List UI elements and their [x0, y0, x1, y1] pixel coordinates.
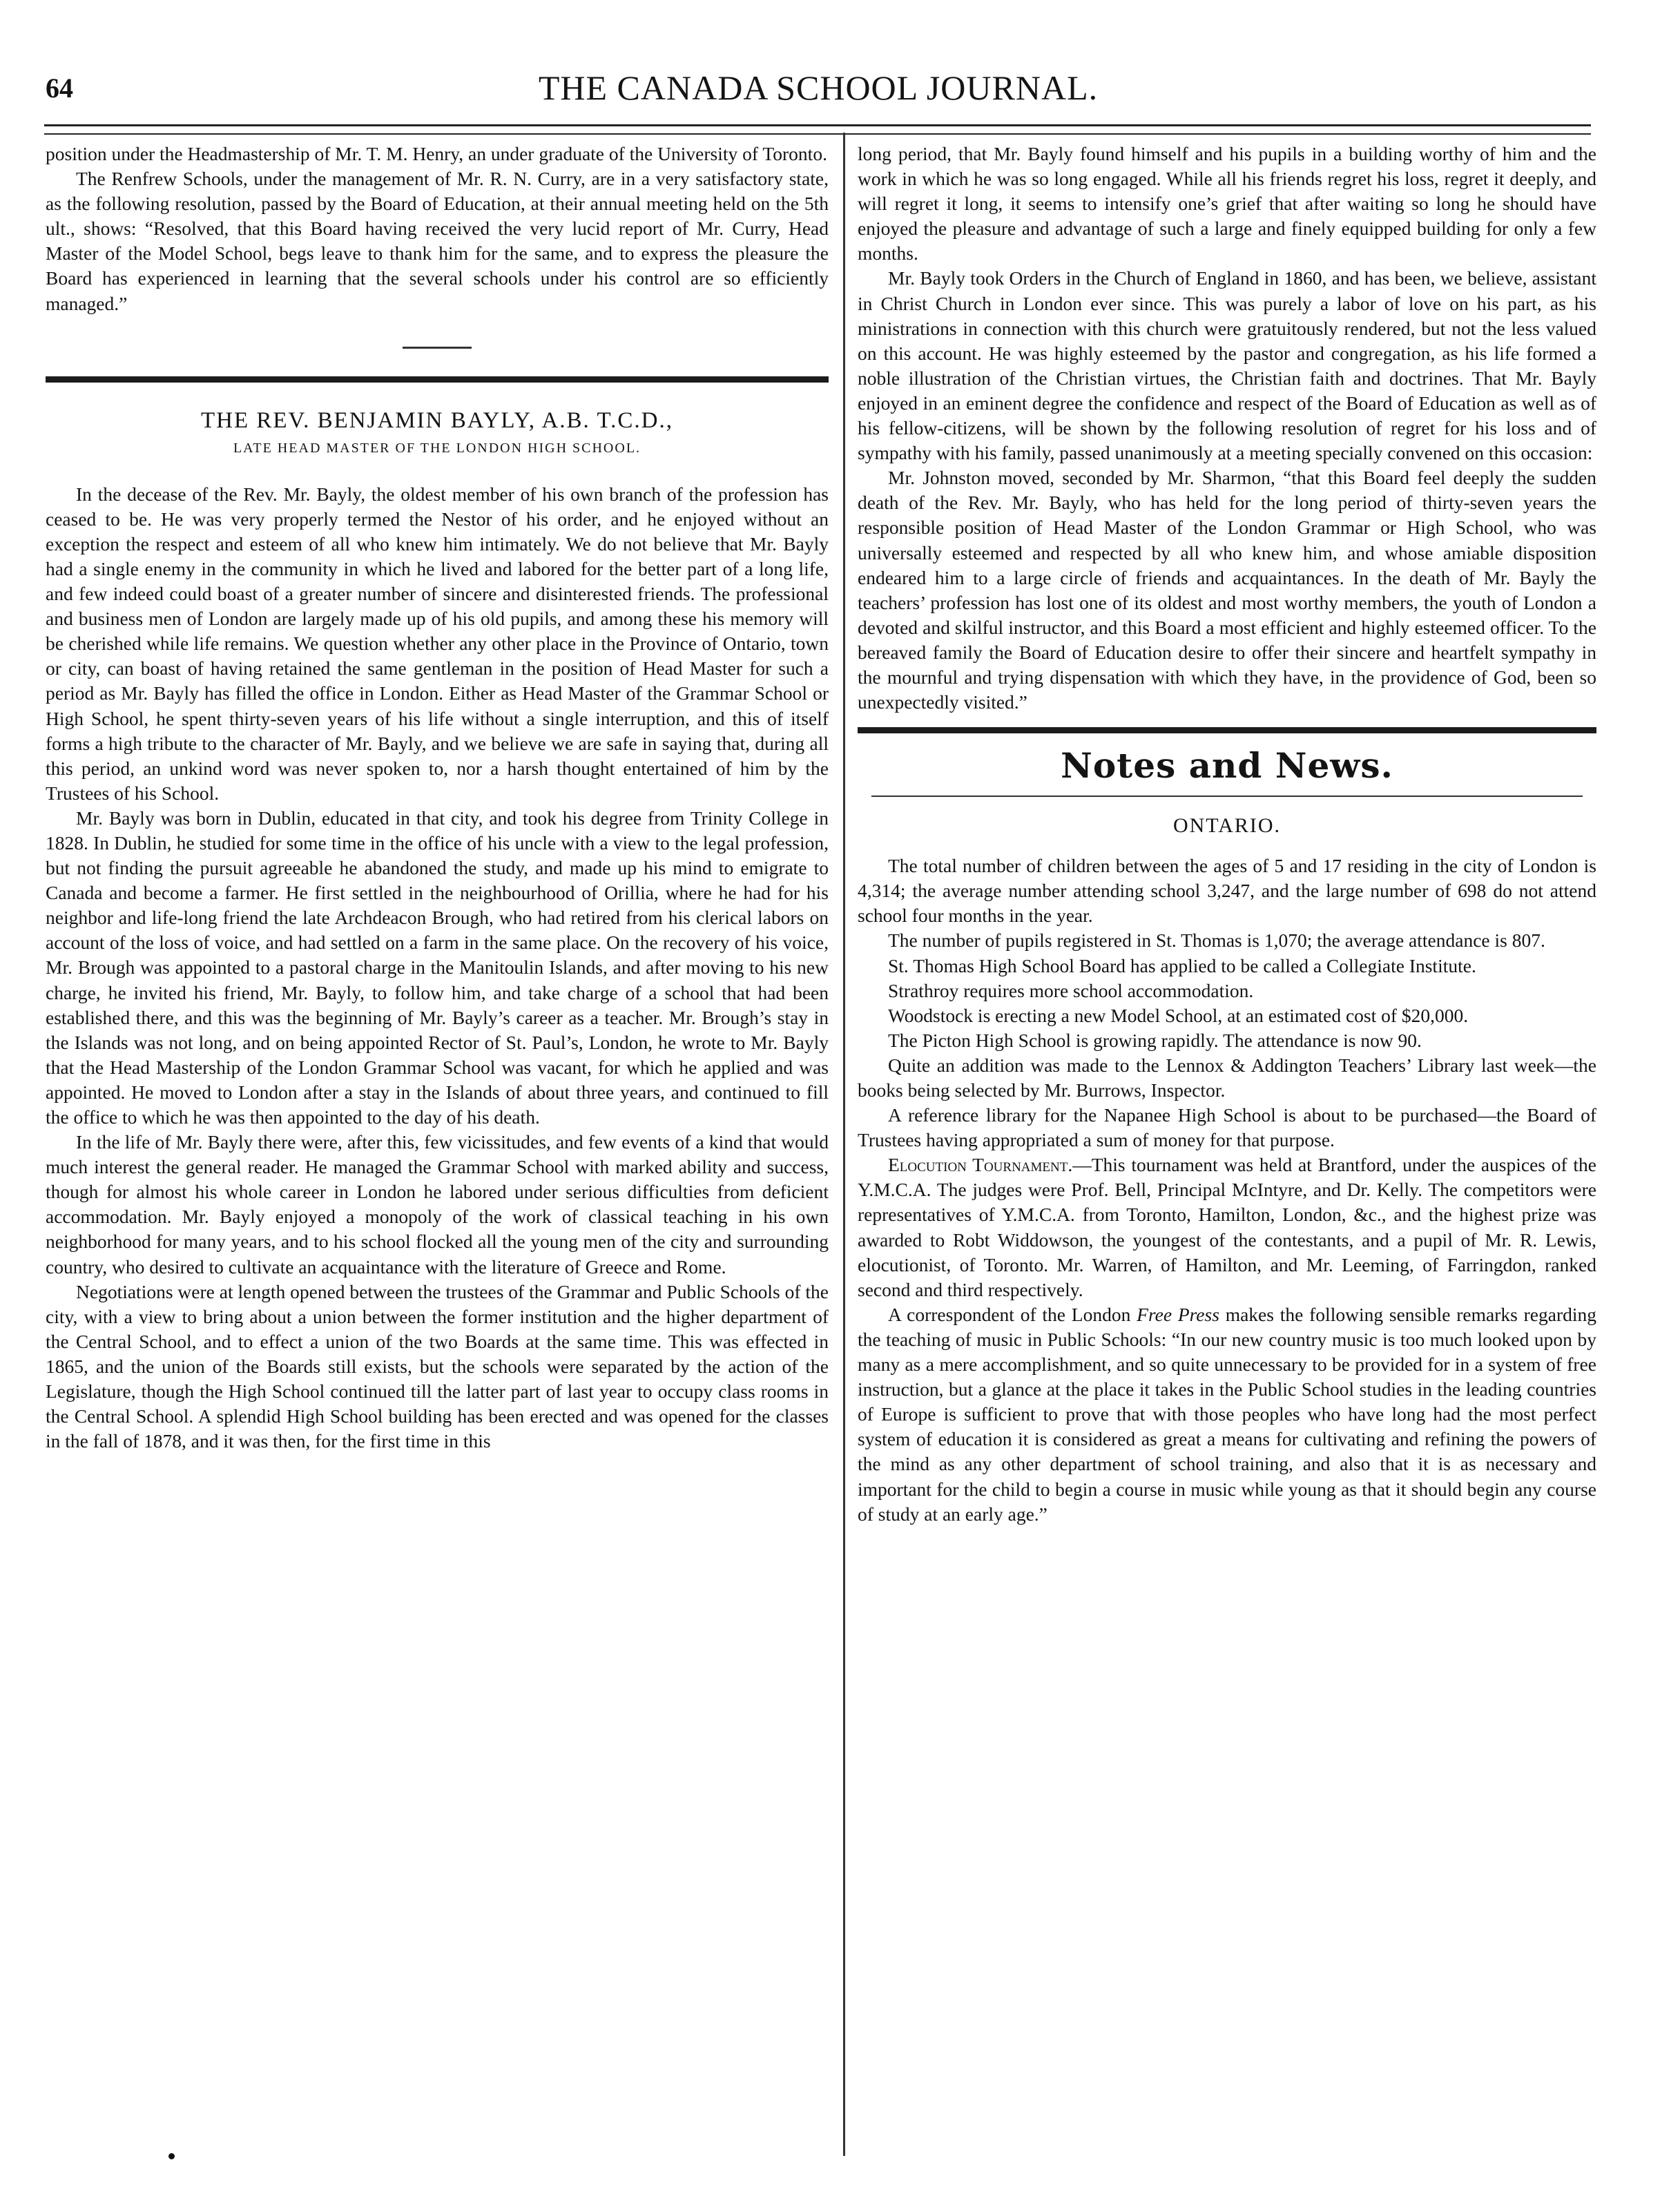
page-header [41, 64, 1595, 112]
paragraph: Mr. Johnston moved, seconded by Mr. Sharmon, “that this Board feel deeply the sudden death of the Rev. Mr. Bayly, who has held for the long period of thirty-seven years the responsible position of Head Master of the London Grammar or High School, who was universally esteemed and respected by all who knew him, and whose amiable disposition endeared him to a large circle of friends and acquaintances. In the death of Mr. Bayly the teachers’ profession has lost one of its oldest and most worthy members, the youth of London a devoted and skilful instructor, and this Board a most efficient and highly esteemed officer. To the bereaved family the Board of Education desire to offer their sincere and heartfelt sympathy in the mournful and trying dispensation with which they have, in the providence of God, been so unexpectedly visited.” [858, 467, 1596, 713]
short-divider [403, 347, 472, 349]
journal-title: THE CANADA SCHOOL JOURNAL. [538, 68, 1099, 107]
news-item: St. Thomas High School Board has applied to be called a Collegiate Institute. [888, 954, 1476, 976]
news-item: The total number of children between the ages of 5 and 17 residing in the city of London is 4,314; the average number attending school 3,247, and the large number of 698 do not attend school four months in the year. [858, 855, 1596, 927]
news-item-elocution [858, 1153, 1596, 1302]
heavy-divider [46, 376, 829, 383]
elocution-lead: Elocution Tournament. [888, 1154, 1073, 1176]
newspaper-name: Free Press [1137, 1303, 1219, 1325]
news-item: Strathroy requires more school accommodation. [888, 979, 1254, 1001]
news-item: A reference library for the Napanee High School is about to be purchased—the Board of Trustees having appropriated a sum of money for that purpose. [858, 1104, 1596, 1151]
paragraph: long period, that Mr. Bayly found himself and his pupils in a building worthy of him and the work in which he was so long engaged. While all his friends regret his loss, regret it deeply, and will regret it long, it seems to intensify one’s grief that after waiting so long he should have enjoyed the pleasure and advantage of such a large and finely equipped building for only a few months. [858, 143, 1596, 264]
elocution-text: —This tournament was held at Brantford, under the auspices of the Y.M.C.A. The judges were Prof. Bell, Principal McIntyre, and Dr. Kelly. The competitors were representatives of Y.M.C.A. from Toronto, Hamilton, London, &c., and the highest prize was awarded to Robt Widdowson, the youngest of the contestants, and a pupil of Mr. R. Lewis, elocutionist, of Toronto. Mr. Warren, of Hamilton, and Mr. Leeming, of Farringdon, ranked second and third respectively. [858, 1154, 1596, 1300]
music-text-after: makes the following sensible remarks regarding the teaching of music in Public Schools: “In our new country music is too much looked upon by many as a mere accomplishment, and so quite unnecessary to be provided for in a system of free instruction, but a glance at the place it takes in the Public School studies in the leading countries of Europe is sufficient to prove that with those peoples who have long had the most perfect system of education it is considered as great a means for cultivating and refining the powers of the mind as any other department of school training, and also that it is as necessary and important for the child to begin a course in music while young as that it should begin any course of study at an early age.” [858, 1303, 1597, 1525]
news-item: The number of pupils registered in St. Thomas is 1,070; the average attendance is 807. [888, 929, 1545, 952]
notes-and-news-title: Notes and News. [1061, 745, 1393, 787]
right-column [858, 142, 1596, 1527]
news-item: The Picton High School is growing rapidly. The attendance is now 90. [888, 1029, 1422, 1051]
heavy-divider [858, 727, 1596, 733]
paragraph: Negotiations were at length opened between the trustees of the Grammar and Public Schools of the city, with a view to bring about a union between the former institution and the higher department of the Central School, and to effect a union of the two Boards at the same time. This was effected in 1865, and the union of the Boards still exists, but the schools were separated by the action of the Legislature, though the High School continued till the latter part of last year to occupy class rooms in the Central School. A splendid High School building has been erected and was opened for the classes in the fall of 1878, and it was then, for the first time in this [46, 1280, 829, 1452]
article-subtitle: LATE HEAD MASTER OF THE LONDON HIGH SCHOOL. [233, 440, 641, 456]
news-item: Woodstock is erecting a new Model School, at an estimated cost of $20,000. [888, 1004, 1469, 1026]
left-column [46, 142, 829, 1454]
paragraph: The Renfrew Schools, under the management of Mr. R. N. Curry, are in a very satisfactory state, as the following resolution, passed by the Board of Education, at their annual meeting held on the 5th ult., shows: “Resolved, that this Board having received the very lucid report of Mr. Curry, Head Master of the Model School, begs leave to thank him for the same, and to express the pleasure the Board has experienced in learning that the several schools under his control are so efficiently managed.” [46, 168, 829, 314]
article-title: THE REV. BENJAMIN BAYLY, A.B. T.C.D., [200, 407, 674, 433]
column-divider [843, 133, 845, 2156]
page-number: 64 [46, 73, 73, 104]
news-item-music [858, 1302, 1596, 1527]
header-rule [44, 124, 1591, 135]
paragraph: position under the Headmastership of Mr. T. M. Henry, an under graduate of the University of Toronto. [46, 143, 827, 164]
paragraph: In the life of Mr. Bayly there were, after this, few vicissitudes, and few events of a kind that would much interest the general reader. He managed the Grammar School with marked ability and success, though for almost his whole career in London he labored under serious difficulties from deficient accommodation. Mr. Bayly enjoyed a monopoly of the work of classical teaching in his own neighborhood for many years, and to his school flocked all the young men of the city and surrounding country, who desired to cultivate an acquaintance with the literature of Greece and Rome. [46, 1131, 829, 1278]
news-item: Quite an addition was made to the Lennox & Addington Teachers’ Library last week—the books being selected by Mr. Burrows, Inspector. [858, 1054, 1596, 1101]
paragraph: Mr. Bayly took Orders in the Church of England in 1860, and has been, we believe, assistant in Christ Church in London ever since. This was purely a labor of love on his part, as his ministrations in connection with this church were gratuitously rendered, but not the less valued on this account. He was highly esteemed by the pastor and congregation, as his life formed a noble illustration of the Christian virtues, the Christian faith and doctrines. That Mr. Bayly enjoyed in an eminent degree the confidence and respect of the Board of Education as well as of his fellow-citizens, will be shown by the following resolution of regret for his loss and of sympathy with his family, passed unanimously at a meeting specially convened on this occasion: [858, 267, 1596, 464]
paragraph: Mr. Bayly was born in Dublin, educated in that city, and took his degree from Trinity College in 1828. In Dublin, he studied for some time in the office of his uncle with a view to the legal profession, but not finding the pursuit agreeable he abandoned the study, and made up his mind to emigrate to Canada and become a farmer. He first settled in the neighbourhood of Orillia, where he had for his neighbor and life-long friend the late Archdeacon Brough, who had retired from his clerical labors on account of the loss of voice, and had settled on a farm in the same place. On the recovery of his voice, Mr. Brough was appointed to a pastoral charge in the Manitoulin Islands, and after moving to his new charge, he invited his friend, Mr. Bayly, to follow him, and take charge of a school that had been established there, and this was the beginning of Mr. Bayly’s career as a teacher. Mr. Brough’s stay in the Islands was not long, and on being appointed Rector of St. Paul’s, London, he wrote to Mr. Bayly that the Head Mastership of the London Grammar School was vacant, for which he applied and was appointed. He moved to London after a stay in the Islands of about three years, and continued to fill the office to which he was then appointed to the day of his death. [46, 807, 829, 1128]
ink-dot [168, 2153, 175, 2159]
section-heading-ontario: ONTARIO. [1172, 814, 1282, 838]
music-text-before: A correspondent of the London [888, 1303, 1137, 1325]
notes-divider [871, 796, 1583, 797]
paragraph: In the decease of the Rev. Mr. Bayly, the oldest member of his own branch of the profession has ceased to be. He was very properly termed the Nestor of his order, and he enjoyed without an exception the respect and esteem of all who knew him intimately. We do not believe that Mr. Bayly had a single enemy in the community in which he lived and labored for the better part of a long life, and few indeed could boast of a greater number of sincere and disinterested friends. The professional and business men of London are largely made up of his old pupils, and among these his memory will be cherished while life remains. We question whether any other place in the Province of Ontario, town or city, can boast of having retained the same gentleman in the position of Head Master for such a period as Mr. Bayly has filled the office in London. Either as Head Master of the Grammar School or High School, he spent thirty-seven years of his life without a single interruption, and this of itself forms a high tribute to the character of Mr. Bayly, and we believe we are safe in saying that, during all this period, an unkind word was never spoken to, nor a harsh thought entertained of him by the Trustees of his School. [46, 483, 829, 804]
